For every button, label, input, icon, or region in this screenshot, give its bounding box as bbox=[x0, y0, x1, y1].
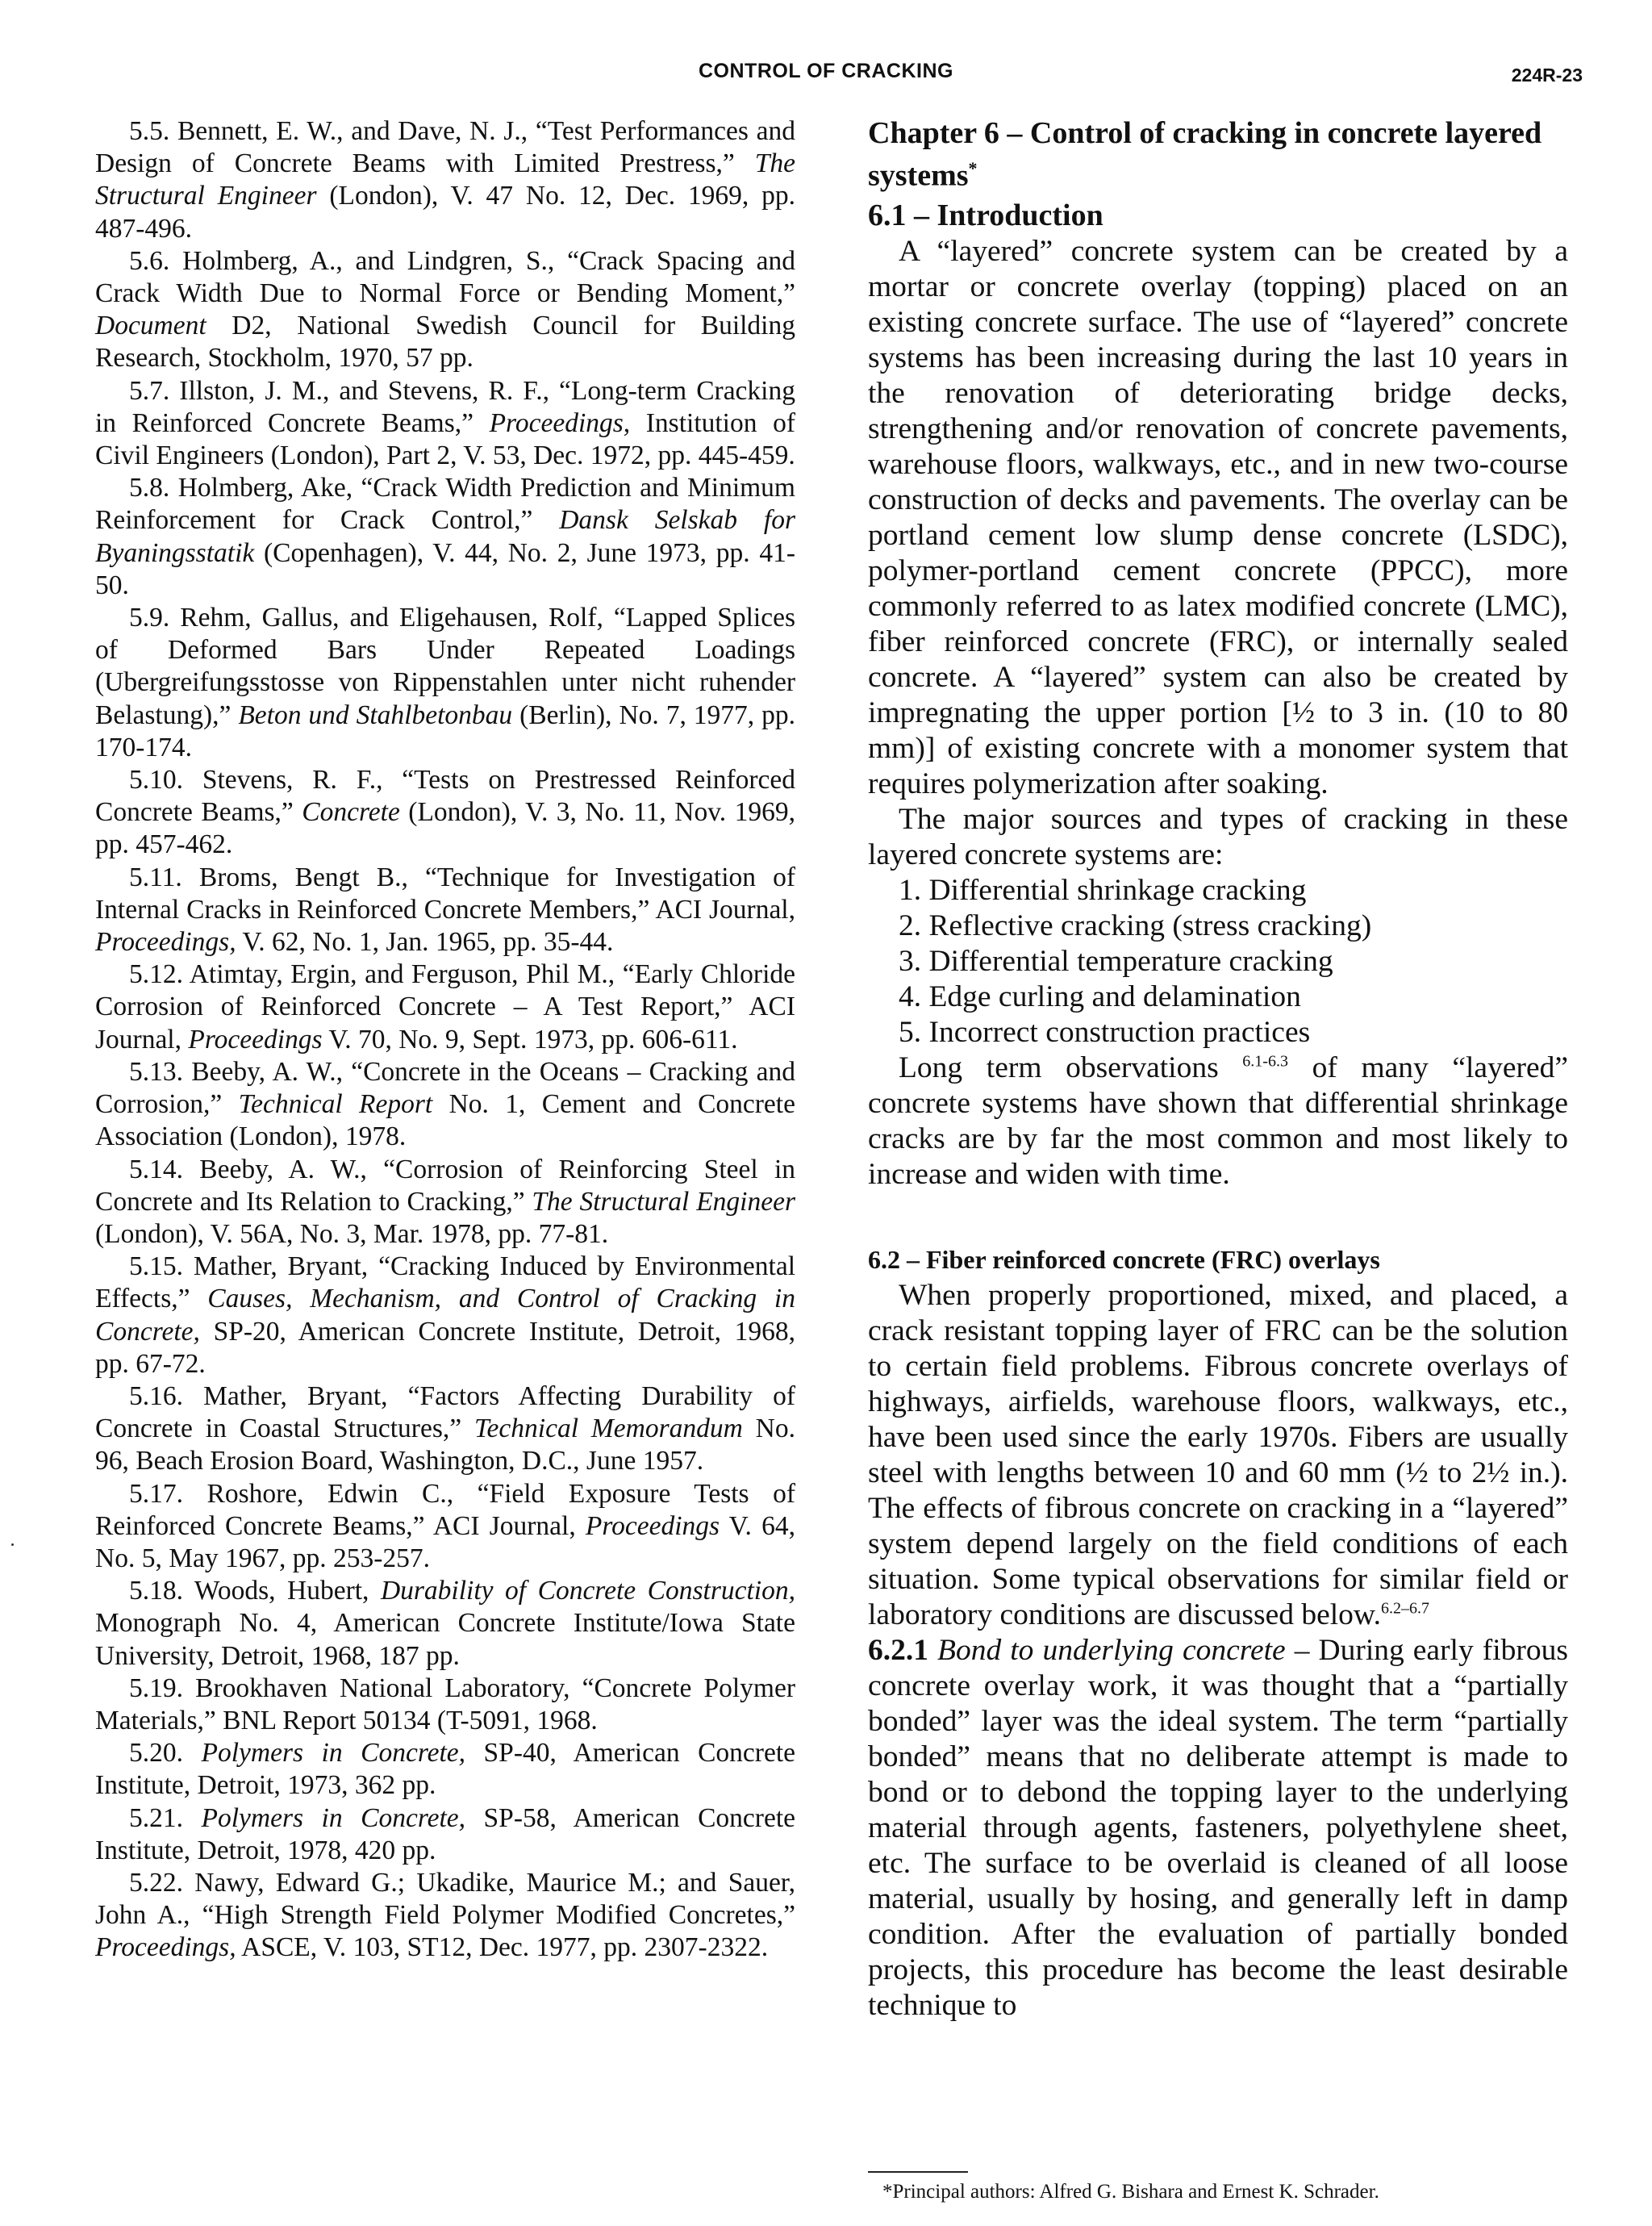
list-item: 3. Differential temperature cracking bbox=[899, 944, 1333, 978]
reference-5-13: 5.13. Beeby, A. W., “Concrete in the Oceans – Cracking and Corrosion,” Technical Report No. 1, Cement and Concrete Association (London), 1978. bbox=[95, 1056, 795, 1152]
list-item: 1. Differential shrinkage cracking bbox=[899, 873, 1307, 907]
section-6-1-paragraph-3: Long term observations $^{6.1-6.3}$ of many “layered” concrete systems have shown that differential shrinkage cracks are by far the most common and most likely to increase and widen with time. bbox=[868, 1050, 1568, 1191]
chapter-title: Chapter 6 – Control of cracking in concrete layered systems* bbox=[868, 116, 1542, 193]
section-6-1-heading: 6.1 – Introduction bbox=[868, 198, 1103, 232]
reference-5-22: 5.22. Nawy, Edward G.; Ukadike, Maurice M.; and Sauer, John A., “High Strength Field Polymer Modified Concretes,” Proceedings, ASCE, V. 103, ST12, Dec. 1977, pp. 2307-2322. bbox=[95, 1867, 795, 1963]
reference-5-5: 5.5. Bennett, E. W., and Dave, N. J., “Test Performances and Design of Concrete Beams with Limited Prestress,” The Structural Engineer (London), V. 47 No. 12, Dec. 1969, pp. 487-496. bbox=[95, 116, 795, 244]
reference-5-6: 5.6. Holmberg, A., and Lindgren, S., “Crack Spacing and Crack Width Due to Normal Force or Bending Moment,” Document D2, National Swedish Council for Building Research, Stockholm, 1970, 57 pp. bbox=[95, 245, 795, 374]
reference-5-11: 5.11. Broms, Bengt B., “Technique for Investigation of Internal Cracks in Reinforced Concrete Members,” ACI Journal, Proceedings, V. 62, No. 1, Jan. 1965, pp. 35-44. bbox=[95, 862, 795, 958]
reference-5-15: 5.15. Mather, Bryant, “Cracking Induced by Environmental Effects,” Causes, Mechanism, and Control of Cracking in Concrete, SP-20, American Concrete Institute, Detroit, 1968, pp. 67-72. bbox=[95, 1251, 795, 1379]
reference-5-18: 5.18. Woods, Hubert, Durability of Concrete Construction, Monograph No. 4, American Concrete Institute/Iowa State University, Detroit, 1968, 187 pp. bbox=[95, 1576, 795, 1671]
section-6-1-paragraph-2: The major sources and types of cracking in these layered concrete systems are: bbox=[868, 802, 1568, 871]
list-item: 2. Reflective cracking (stress cracking) bbox=[899, 908, 1372, 942]
page-number: 224R-23 bbox=[1511, 65, 1583, 86]
footnote: *Principal authors: Alfred G. Bishara and Ernest K. Schrader. bbox=[882, 2181, 1379, 2203]
running-title: CONTROL OF CRACKING bbox=[699, 60, 953, 82]
reference-5-16: 5.16. Mather, Bryant, “Factors Affecting Durability of Concrete in Coastal Structures,” Technical Memorandum No. 96, Beach Erosion Board, Washington, D.C., June 1957. bbox=[95, 1380, 795, 1476]
footnote-rule bbox=[868, 2171, 968, 2173]
section-6-2-1-paragraph: 6.2.1 Bond to underlying concrete – During early fibrous concrete overlay work, it was thought that a “partially bonded” layer was the ideal system. The term “partially bonded” means that no deliberate attempt is made to bond or to debond the topping layer to the underlying material through agents, fasteners, polyethylene sheet, etc. The surface to be overlaid is cleaned of all loose material, usually by hosing, and generally left in damp condition. After the evaluation of partially bonded projects, this procedure has become the least desirable technique to bbox=[868, 1633, 1569, 2022]
reference-5-19: 5.19. Brookhaven National Laboratory, “Concrete Polymer Materials,” BNL Report 50134 (T-5091, 1968. bbox=[95, 1673, 795, 1735]
chapter-column bbox=[868, 115, 1568, 2023]
reference-5-21: 5.21. Polymers in Concrete, SP-58, American Concrete Institute, Detroit, 1978, 420 pp. bbox=[95, 1802, 795, 1865]
reference-5-20: 5.20. Polymers in Concrete, SP-40, American Concrete Institute, Detroit, 1973, 362 pp. bbox=[95, 1738, 795, 1801]
citation: 6.1-6.3 bbox=[1242, 1052, 1288, 1071]
scan-speck bbox=[11, 1543, 14, 1546]
section-6-2-heading: 6.2 – Fiber reinforced concrete (FRC) overlays bbox=[868, 1244, 1380, 1274]
references-column bbox=[95, 115, 795, 1965]
cracking-types-list bbox=[868, 873, 1568, 1050]
list-item: 4. Edge curling and delamination bbox=[899, 979, 1301, 1013]
reference-5-14: 5.14. Beeby, A. W., “Corrosion of Reinforcing Steel in Concrete and Its Relation to Cracking,” The Structural Engineer (London), V. 56A, No. 3, Mar. 1978, pp. 77-81. bbox=[95, 1154, 795, 1249]
section-6-2-paragraph-1: When properly proportioned, mixed, and placed, a crack resistant topping layer of FRC can be the solution to certain field problems. Fibrous concrete overlays of highways, airfields, warehouse floors, walkways, etc., have been used since the early 1970s. Fibers are usually steel with lengths between 10 and 60 mm (½ to 2½ in.). The effects of fibrous concrete on cracking in a “layered” system depend largely on the field conditions of each situation. Some typical observations for similar field or laboratory conditions are discussed below.$^{6.2-6.7}$ bbox=[868, 1278, 1568, 1631]
reference-5-8: 5.8. Holmberg, Ake, “Crack Width Prediction and Minimum Reinforcement for Crack Control,” Dansk Selskab for Byaningsstatik (Copenhagen), V. 44, No. 2, June 1973, pp. 41-50. bbox=[95, 473, 795, 600]
reference-5-12: 5.12. Atimtay, Ergin, and Ferguson, Phil M., “Early Chloride Corrosion of Reinforced Concrete – A Test Report,” ACI Journal, Proceedings V. 70, No. 9, Sept. 1973, pp. 606-611. bbox=[95, 959, 795, 1055]
list-item: 5. Incorrect construction practices bbox=[899, 1015, 1311, 1049]
reference-5-7: 5.7. Illston, J. M., and Stevens, R. F., “Long-term Cracking in Reinforced Concrete Beams,” Proceedings, Institution of Civil Engineers (London), Part 2, V. 53, Dec. 1972, pp. 445-459. bbox=[95, 375, 795, 471]
reference-5-10: 5.10. Stevens, R. F., “Tests on Prestressed Reinforced Concrete Beams,” Concrete (London), V. 3, No. 11, Nov. 1969, pp. 457-462. bbox=[95, 765, 795, 860]
section-6-1-paragraph-1: A “layered” concrete system can be created by a mortar or concrete overlay (topping) placed on an existing concrete surface. The use of “layered” concrete systems has been increasing during the last 10 years in the renovation of deteriorating bridge decks, strengthening and/or renovation of concrete pavements, warehouse floors, walkways, etc., and in new two-course construction of decks and pavements. The overlay can be portland cement low slump dense concrete (LSDC), polymer-portland cement concrete (PPCC), more commonly referred to as latex modified concrete (LMC), fiber reinforced concrete (FRC), or internally sealed concrete. A “layered” system can also be created by impregnating the upper portion [½ to 3 in. (10 to 80 mm)] of existing concrete with a monomer system that requires polymerization after soaking. bbox=[868, 234, 1568, 800]
citation: 6.2–6.7 bbox=[1380, 1599, 1429, 1618]
reference-5-9: 5.9. Rehm, Gallus, and Eligehausen, Rolf, “Lapped Splices of Deformed Bars Under Repeated Loadings (Ubergreifungsstosse von Rippenstahlen unter nicht ruhender Belastung),” Beton und Stahlbetonbau (Berlin), No. 7, 1977, pp. 170-174. bbox=[95, 603, 795, 762]
reference-5-17: 5.17. Roshore, Edwin C., “Field Exposure Tests of Reinforced Concrete Beams,” ACI Journal, Proceedings V. 64, No. 5, May 1967, pp. 253-257. bbox=[95, 1478, 795, 1573]
